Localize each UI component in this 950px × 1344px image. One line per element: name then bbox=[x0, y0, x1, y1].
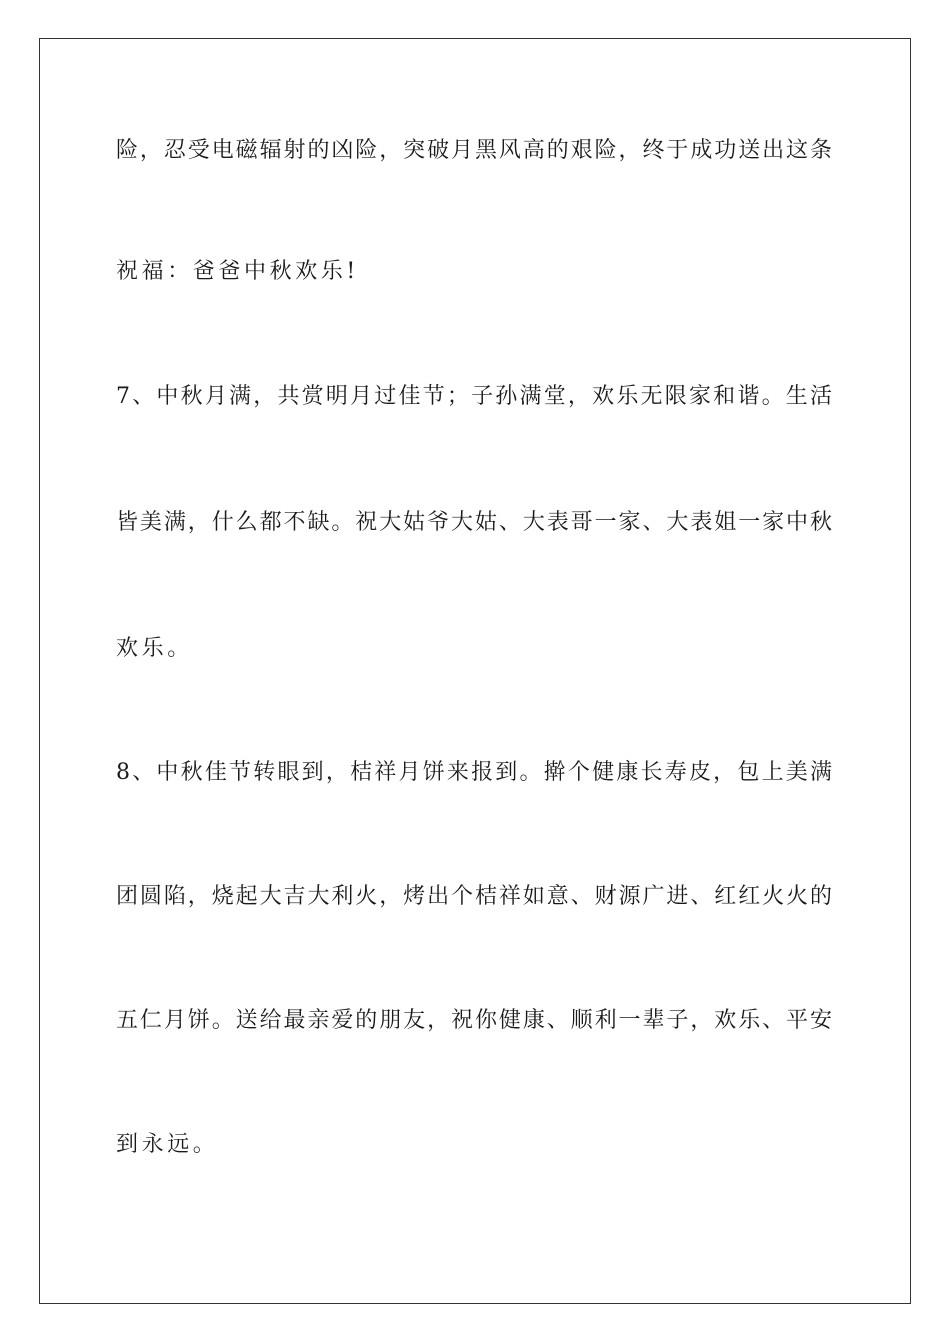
text-line: 五仁月饼。送给最亲爱的朋友，祝你健康、顺利一辈子，欢乐、平安 bbox=[116, 1008, 832, 1033]
text-line: 到永远。 bbox=[116, 1132, 219, 1157]
text-line: 险，忍受电磁辐射的凶险，突破月黑风高的艰险，终于成功送出这条 bbox=[116, 138, 832, 163]
text-line: 团圆陷，烧起大吉大利火，烤出个桔祥如意、财源广进、红红火火的 bbox=[116, 884, 832, 909]
text-line: 7、中秋月满，共赏明月过佳节；子孙满堂，欢乐无限家和谐。生活 bbox=[116, 384, 832, 409]
text-line: 皆美满，什么都不缺。祝大姑爷大姑、大表哥一家、大表姐一家中秋 bbox=[116, 510, 832, 535]
page-frame bbox=[39, 38, 911, 1304]
text-line: 8、中秋佳节转眼到，桔祥月饼来报到。擀个健康长寿皮，包上美满 bbox=[116, 760, 832, 785]
text-line: 欢乐。 bbox=[116, 636, 193, 661]
text-line: 祝福：爸爸中秋欢乐! bbox=[116, 259, 359, 284]
